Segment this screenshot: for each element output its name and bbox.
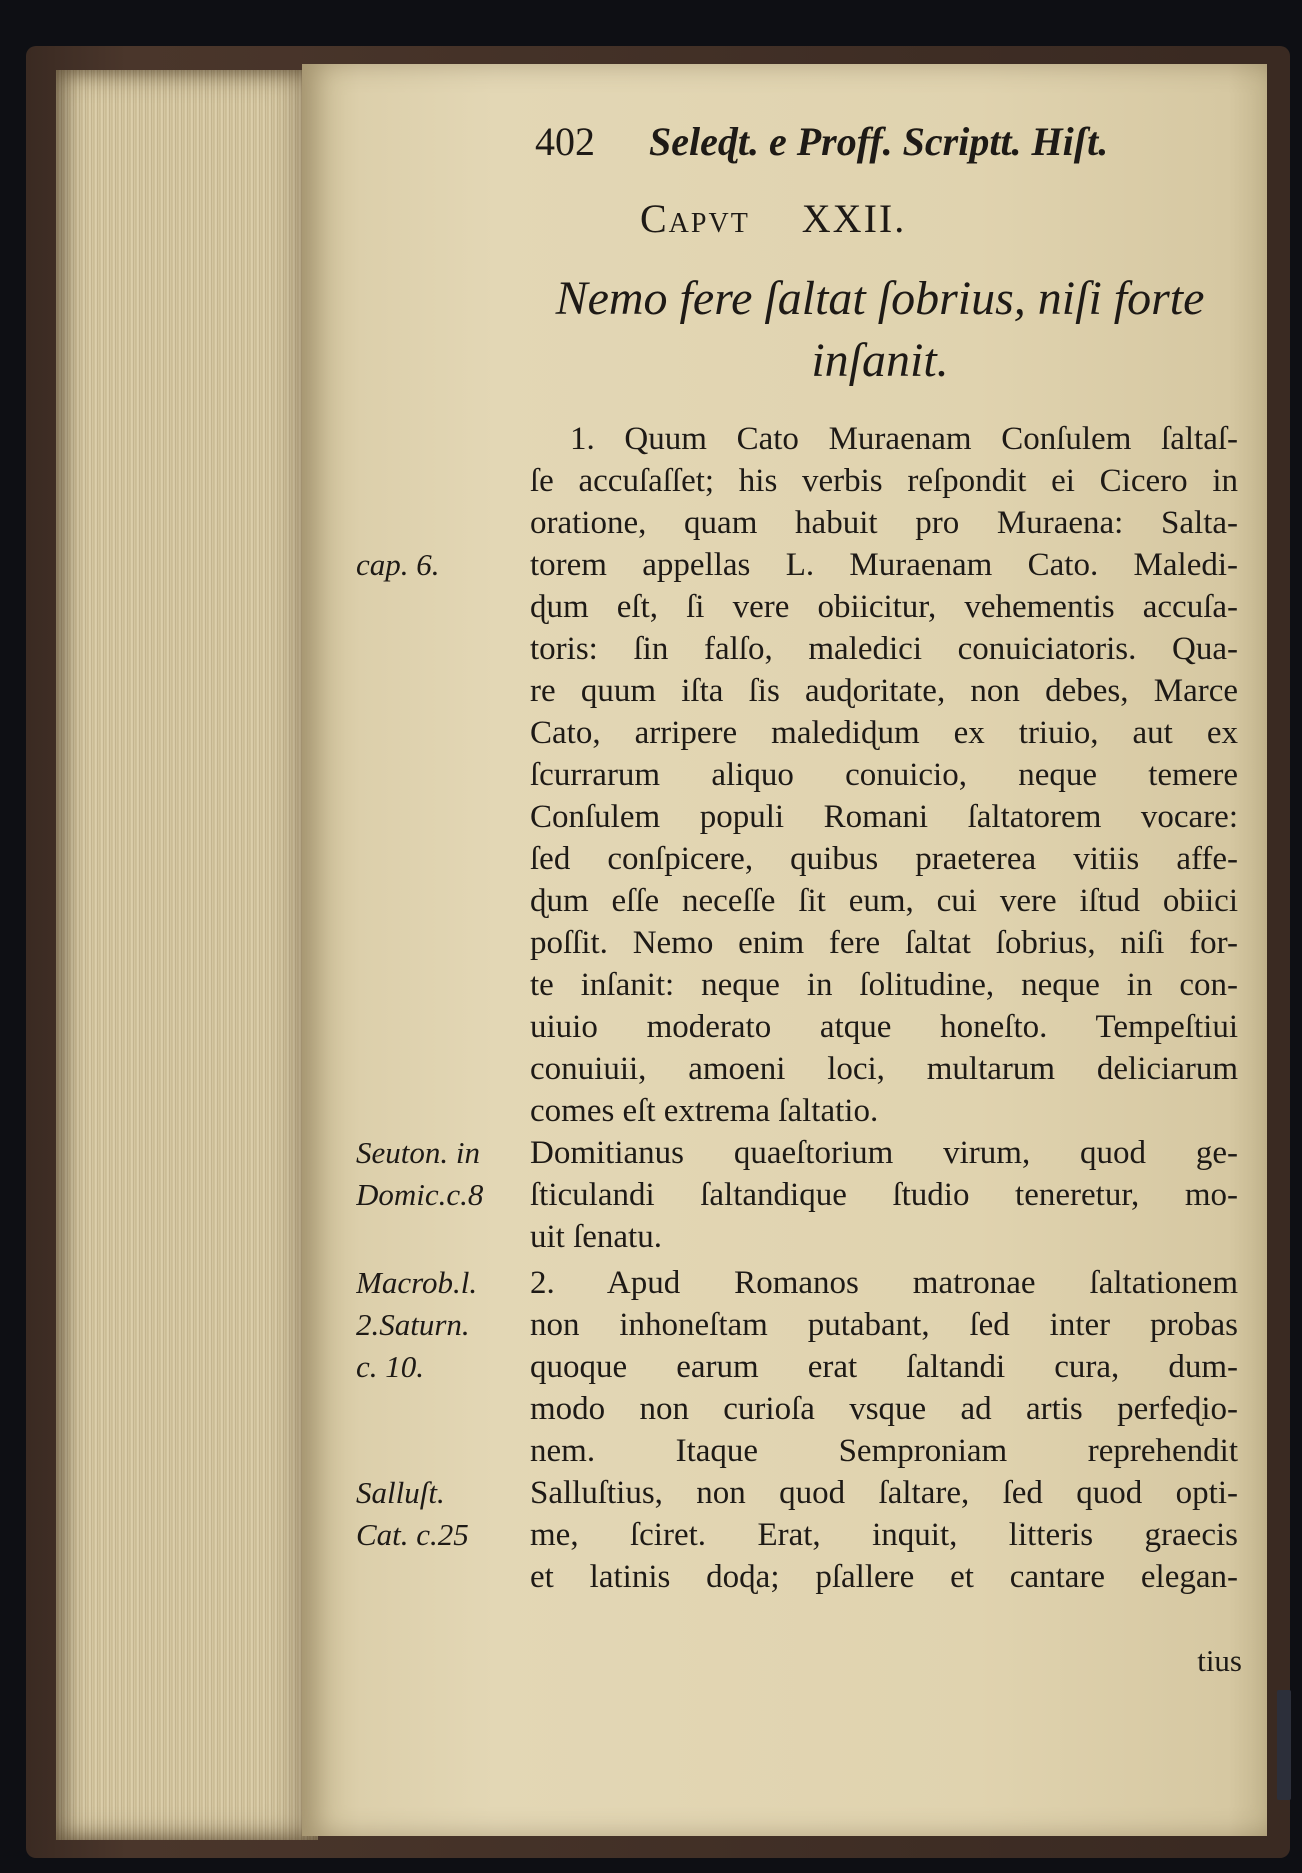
text-line: 1. Quum Cato Muraenam Conſulem ſaltaſ- bbox=[570, 421, 1238, 457]
catchword: tius bbox=[1197, 1643, 1242, 1678]
text-line: 2. Apud Romanos matronae ſaltationem bbox=[530, 1265, 1238, 1301]
text-line: uiuio moderato atque honeſto. Tempeſtiui bbox=[530, 1009, 1238, 1045]
chapter-label: Capvt bbox=[640, 196, 750, 241]
margin-note: Macrob.l. bbox=[356, 1265, 478, 1300]
text-line: Salluſtius, non quod ſaltare, ſed quod opti- bbox=[530, 1475, 1238, 1511]
chapter-title-line: inſanit. bbox=[811, 334, 949, 387]
text-line: ſe accuſaſſet; his verbis reſpondit ei Cicero in bbox=[530, 463, 1238, 499]
chapter-number: XXII. bbox=[801, 196, 907, 241]
text-line: nem. Itaque Semproniam reprehendit bbox=[530, 1433, 1238, 1469]
text-line: oratione, quam habuit pro Muraena: Salta- bbox=[530, 505, 1238, 541]
page-number: 402 bbox=[535, 119, 595, 164]
text-line: toris: ſin falſo, maledici conuiciatoris. Qua- bbox=[530, 631, 1238, 667]
chapter-title bbox=[520, 268, 1240, 392]
margin-note: cap. 6. bbox=[356, 547, 440, 582]
margin-note: Seuton. in bbox=[356, 1135, 480, 1170]
text-line: modo non curioſa vsque ad artis perfeɖio- bbox=[530, 1391, 1238, 1427]
margin-note: Cat. c.25 bbox=[356, 1517, 469, 1552]
running-head bbox=[535, 118, 1195, 165]
margin-note: Domic.c.8 bbox=[356, 1177, 484, 1212]
text-line: ɖum eſſe neceſſe ſit eum, cui vere iſtud obiici bbox=[530, 883, 1238, 919]
text-line: Cato, arripere malediɖum ex triuio, aut ex bbox=[530, 715, 1238, 751]
running-title: Seleɖt. e Proff. Scriptt. Hiſt. bbox=[649, 119, 1109, 164]
text-line: ſcurrarum aliquo conuicio, neque temere bbox=[530, 757, 1238, 793]
text-line: re quum iſta ſis auɖoritate, non debes, Marce bbox=[530, 673, 1238, 709]
text-line: te inſanit: neque in ſolitudine, neque in con- bbox=[530, 967, 1238, 1003]
margin-note: Salluſt. bbox=[356, 1475, 445, 1510]
chapter-title-line: Nemo fere ſaltat ſobrius, niſi forte bbox=[555, 272, 1205, 325]
text-line: et latinis doɖa; pſallere et cantare elegan- bbox=[530, 1559, 1238, 1595]
text-line: non inhoneſtam putabant, ſed inter probas bbox=[530, 1307, 1238, 1343]
text-line: uit ſenatu. bbox=[530, 1219, 662, 1255]
text-line: poſſit. Nemo enim fere ſaltat ſobrius, niſi for- bbox=[530, 925, 1238, 961]
text-line: Domitianus quaeſtorium virum, quod ge- bbox=[530, 1135, 1238, 1171]
text-line: ɖum eſt, ſi vere obiicitur, vehementis accuſa- bbox=[530, 589, 1238, 625]
text-line: comes eſt extrema ſaltatio. bbox=[530, 1093, 879, 1129]
text-line: ſticulandi ſaltandique ſtudio teneretur, mo- bbox=[530, 1177, 1238, 1213]
bookmark-tab bbox=[1277, 1690, 1291, 1800]
chapter-heading bbox=[640, 195, 1140, 242]
text-line: quoque earum erat ſaltandi cura, dum- bbox=[530, 1349, 1238, 1385]
text-line: me, ſciret. Erat, inquit, litteris graecis bbox=[530, 1517, 1238, 1553]
margin-note: c. 10. bbox=[356, 1349, 425, 1384]
text-line: conuiuii, amoeni loci, multarum deliciarum bbox=[530, 1051, 1238, 1087]
text-line: Conſulem populi Romani ſaltatorem vocare: bbox=[530, 799, 1238, 835]
text-line: torem appellas L. Muraenam Cato. Maledi- bbox=[530, 547, 1238, 583]
text-line: ſed conſpicere, quibus praeterea vitiis affe- bbox=[530, 841, 1238, 877]
margin-note: 2.Saturn. bbox=[356, 1307, 470, 1342]
page-block-edge bbox=[56, 70, 318, 1840]
